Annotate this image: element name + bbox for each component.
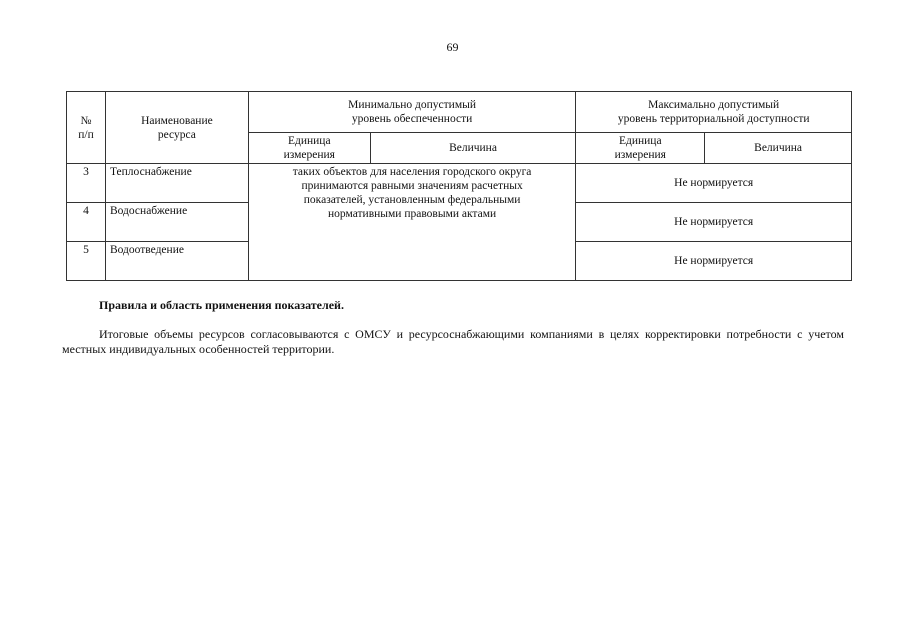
header-max-level	[576, 92, 852, 133]
row-number: 5	[67, 242, 106, 281]
rules-paragraph: Итоговые объемы ресурсов согласовываются с ОМСУ и ресурсоснабжающими компаниями в целях корректировки потребности с учетом местных индивидуальных особенностей территории.	[62, 327, 844, 356]
header-max-value: Величина	[705, 133, 852, 164]
header-min-unit	[248, 133, 370, 164]
header-resource-name	[105, 92, 248, 164]
header-max-unit-line1: Единица	[618, 135, 662, 147]
resource-standards-table	[66, 91, 852, 281]
table-row	[67, 164, 852, 203]
header-max-level-line1: Максимально допустимый	[648, 99, 780, 111]
page-number: 69	[446, 40, 459, 54]
header-min-unit-line2: измерения	[283, 149, 335, 161]
row-max-level: Не нормируется	[576, 242, 852, 281]
min-level-merged-cell	[248, 164, 576, 281]
header-number-line1: №	[80, 114, 92, 127]
header-min-value: Величина	[370, 133, 576, 164]
row-resource-name: Теплоснабжение	[105, 164, 248, 203]
header-min-level-line2: уровень обеспеченности	[351, 113, 473, 125]
merged-text-line3: показателей, установленным федеральными	[303, 194, 521, 206]
row-resource-name: Водоотведение	[105, 242, 248, 281]
merged-text-line2: принимаются равными значениям расчетных	[301, 180, 523, 192]
rules-heading: Правила и область применения показателей.	[99, 298, 344, 312]
header-resource-name-line2: ресурса	[157, 128, 196, 141]
header-min-level-line1: Минимально допустимый	[348, 99, 476, 111]
merged-text-line4: нормативными правовыми актами	[328, 208, 497, 220]
header-max-level-line2: уровень территориальной доступности	[617, 113, 810, 125]
header-number	[67, 92, 106, 164]
row-number: 4	[67, 203, 106, 242]
row-number: 3	[67, 164, 106, 203]
header-min-level	[248, 92, 576, 133]
row-max-level: Не нормируется	[576, 203, 852, 242]
header-resource-name-line1: Наименование	[141, 114, 213, 127]
header-min-unit-line1: Единица	[287, 135, 331, 147]
header-number-line2: п/п	[78, 128, 94, 141]
merged-text-line1: таких объектов для населения городского округа	[292, 166, 532, 178]
row-resource-name: Водоснабжение	[105, 203, 248, 242]
row-max-level: Не нормируется	[576, 164, 852, 203]
header-max-unit	[576, 133, 705, 164]
header-max-unit-line2: измерения	[614, 149, 666, 161]
